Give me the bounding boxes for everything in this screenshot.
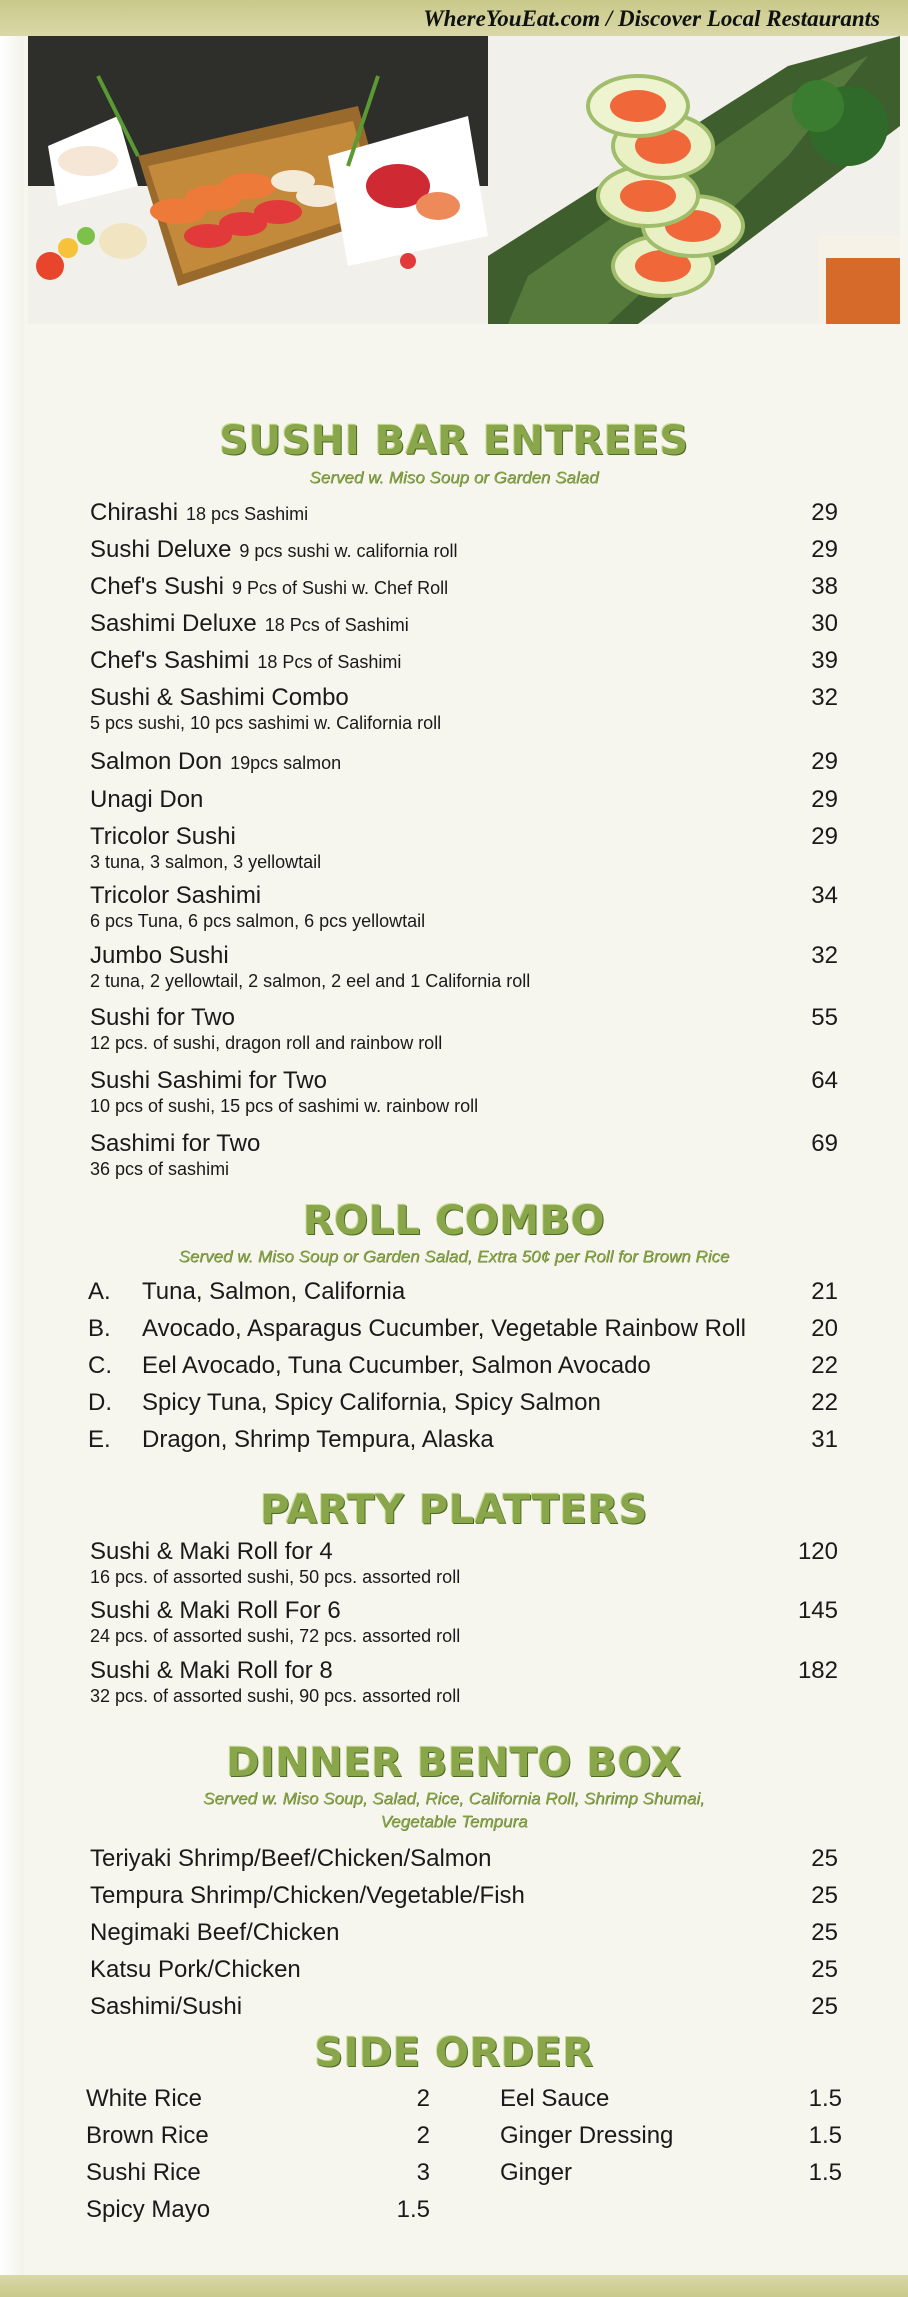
item-inline-desc: 19pcs salmon: [230, 753, 342, 773]
bento-subtitle-line2: Vegetable Tempura: [380, 1812, 528, 1831]
item-desc: 16 pcs. of assorted sushi, 50 pcs. assorted roll: [90, 1567, 461, 1587]
item-price: 120: [797, 1538, 838, 1565]
item-name: Sushi & Maki Roll for 8: [90, 1657, 333, 1684]
side-item: [86, 2122, 430, 2150]
combo-name: Spicy Tuna, Spicy California, Spicy Salmon: [142, 1389, 601, 1416]
item-name: Unagi Don: [90, 786, 204, 813]
side-order-title: SIDE ORDER: [314, 2030, 594, 2076]
menu-item: [90, 610, 838, 638]
item-desc: 10 pcs of sushi, 15 pcs of sashimi w. rainbow roll: [90, 1096, 479, 1116]
item-desc: 2 tuna, 2 yellowtail, 2 salmon, 2 eel and 1 California roll: [90, 971, 531, 991]
item-inline-desc: 18 Pcs of Sashimi: [264, 615, 409, 635]
side-item-name: Eel Sauce: [500, 2085, 610, 2112]
combo-price: 21: [811, 1278, 838, 1305]
sushi-bar-title: SUSHI BAR ENTREES: [219, 418, 689, 464]
item-name: Chef's Sashimi: [90, 647, 250, 674]
combo-letter: B.: [88, 1315, 111, 1342]
side-item: [86, 2159, 430, 2187]
side-item: [86, 2196, 430, 2224]
menu-item: [90, 1882, 838, 1910]
item-name: Sashimi Deluxe: [90, 610, 257, 637]
item-price: 29: [811, 823, 838, 850]
item-name: Katsu Pork/Chicken: [90, 1956, 301, 1983]
combo-letter: E.: [88, 1426, 111, 1453]
item-name: Sushi Sashimi for Two: [90, 1067, 327, 1094]
item-desc: 12 pcs. of sushi, dragon roll and rainbow roll: [90, 1033, 443, 1053]
side-item: [500, 2159, 842, 2187]
item-name: Negimaki Beef/Chicken: [90, 1919, 340, 1946]
item-name: Chef's Sushi: [90, 573, 224, 600]
combo-letter: D.: [88, 1389, 112, 1416]
item-price: 32: [811, 942, 838, 969]
side-item-price: 1.5: [808, 2085, 842, 2112]
item-price: 38: [811, 573, 838, 600]
item-desc: 32 pcs. of assorted sushi, 90 pcs. assorted roll: [90, 1686, 461, 1706]
menu-item: [90, 499, 838, 527]
side-item-price: 1.5: [808, 2122, 842, 2149]
item-inline-desc: 18 Pcs of Sashimi: [257, 652, 402, 672]
item-price: 25: [811, 1919, 838, 1946]
item-name: Sushi & Maki Roll for 4: [90, 1538, 333, 1565]
item-name: Sashimi/Sushi: [90, 1993, 243, 2020]
menu-item: [90, 647, 838, 675]
item-price: 25: [811, 1956, 838, 1983]
side-item-price: 1.5: [808, 2159, 842, 2186]
side-item: [500, 2085, 842, 2113]
menu-item: [90, 1657, 838, 1707]
menu-item: [90, 684, 838, 734]
item-price: 29: [811, 748, 838, 775]
item-price: 29: [811, 786, 838, 813]
cucumber-roll-photo: [488, 36, 900, 324]
item-price: 69: [811, 1130, 838, 1157]
item-price: 30: [811, 610, 838, 637]
combo-name: Tuna, Salmon, California: [142, 1278, 406, 1305]
side-item-name: White Rice: [86, 2085, 203, 2112]
item-name: Sushi for Two: [90, 1004, 235, 1031]
menu-item: [90, 942, 838, 992]
menu-item: [90, 786, 838, 814]
side-item-name: Brown Rice: [86, 2122, 209, 2149]
item-name: Jumbo Sushi: [90, 942, 229, 969]
item-price: 25: [811, 1845, 838, 1872]
item-price: 29: [811, 536, 838, 563]
side-item-price: 2: [416, 2122, 430, 2149]
combo-price: 22: [811, 1352, 838, 1379]
item-price: 32: [811, 684, 838, 711]
item-name: Tricolor Sushi: [90, 823, 236, 850]
sushi-bar-subtitle: Served w. Miso Soup or Garden Salad: [309, 468, 599, 487]
item-price: 25: [811, 1993, 838, 2020]
side-item-name: Ginger: [500, 2159, 573, 2186]
menu-item: [90, 882, 838, 932]
item-desc: 24 pcs. of assorted sushi, 72 pcs. assorted roll: [90, 1626, 461, 1646]
item-name: Salmon Don: [90, 748, 223, 775]
menu-item: [90, 1919, 838, 1947]
item-price: 55: [811, 1004, 838, 1031]
item-price: 29: [811, 499, 838, 526]
party-platters-title: PARTY PLATTERS: [260, 1487, 648, 1533]
item-inline-desc: 9 pcs sushi w. california roll: [239, 541, 458, 561]
item-desc: 6 pcs Tuna, 6 pcs salmon, 6 pcs yellowtail: [90, 911, 426, 931]
combo-name: Avocado, Asparagus Cucumber, Vegetable Rainbow Roll: [142, 1315, 746, 1342]
item-name: Tricolor Sashimi: [90, 882, 262, 909]
page-edge: [0, 0, 24, 2297]
side-item: [86, 2085, 430, 2113]
item-inline-desc: 9 Pcs of Sushi w. Chef Roll: [231, 578, 449, 598]
item-name: Sushi & Sashimi Combo: [90, 684, 349, 711]
item-desc: 36 pcs of sashimi: [90, 1159, 230, 1179]
item-name: Teriyaki Shrimp/Beef/Chicken/Salmon: [90, 1845, 492, 1872]
item-price: 145: [797, 1597, 838, 1624]
combo-price: 20: [811, 1315, 838, 1342]
side-item-price: 2: [416, 2085, 430, 2112]
item-price: 25: [811, 1882, 838, 1909]
item-name: Sushi Deluxe: [90, 536, 232, 563]
item-name: Chirashi: [90, 499, 179, 526]
bento-title: DINNER BENTO BOX: [226, 1740, 682, 1786]
side-item: [500, 2122, 842, 2150]
menu-item: [90, 1597, 838, 1647]
item-desc: 3 tuna, 3 salmon, 3 yellowtail: [90, 852, 322, 872]
menu-item: [90, 1993, 838, 2021]
side-item-price: 3: [416, 2159, 430, 2186]
bento-subtitle: Served w. Miso Soup, Salad, Rice, California Roll, Shrimp Shumai,: [203, 1789, 705, 1808]
menu-item: [90, 1004, 838, 1054]
item-price: 64: [811, 1067, 838, 1094]
menu-item: [90, 573, 838, 601]
side-item-name: Spicy Mayo: [86, 2196, 211, 2223]
item-inline-desc: 18 pcs Sashimi: [186, 504, 309, 524]
side-item-name: Ginger Dressing: [500, 2122, 674, 2149]
item-name: Tempura Shrimp/Chicken/Vegetable/Fish: [90, 1882, 525, 1909]
combo-name: Dragon, Shrimp Tempura, Alaska: [142, 1426, 494, 1453]
menu-item: [90, 1845, 838, 1873]
menu-item: [90, 1956, 838, 1984]
menu-item: [90, 1538, 838, 1588]
menu-item: [90, 1130, 838, 1180]
combo-price: 31: [811, 1426, 838, 1453]
combo-letter: C.: [88, 1352, 112, 1379]
combo-letter: A.: [88, 1278, 111, 1305]
side-item-price: 1.5: [396, 2196, 430, 2223]
bottom-band: [0, 2275, 908, 2297]
item-name: Sashimi for Two: [90, 1130, 261, 1157]
item-price: 182: [797, 1657, 838, 1684]
combo-name: Eel Avocado, Tuna Cucumber, Salmon Avocado: [142, 1352, 651, 1379]
item-name: Sushi & Maki Roll For 6: [90, 1597, 341, 1624]
watermark-text: WhereYouEat.com / Discover Local Restaurants: [423, 6, 880, 31]
menu-item: [90, 823, 838, 873]
menu-item: [90, 1067, 838, 1117]
sushi-platter-photo: [28, 36, 488, 324]
side-item-name: Sushi Rice: [86, 2159, 201, 2186]
roll-combo-title: ROLL COMBO: [302, 1198, 606, 1244]
menu-item: [90, 536, 838, 564]
menu-item: [90, 748, 838, 776]
item-desc: 5 pcs sushi, 10 pcs sashimi w. California roll: [90, 713, 442, 733]
combo-price: 22: [811, 1389, 838, 1416]
item-price: 34: [811, 882, 838, 909]
roll-combo-subtitle: Served w. Miso Soup or Garden Salad, Extra 50¢ per Roll for Brown Rice: [178, 1247, 730, 1266]
item-price: 39: [811, 647, 838, 674]
